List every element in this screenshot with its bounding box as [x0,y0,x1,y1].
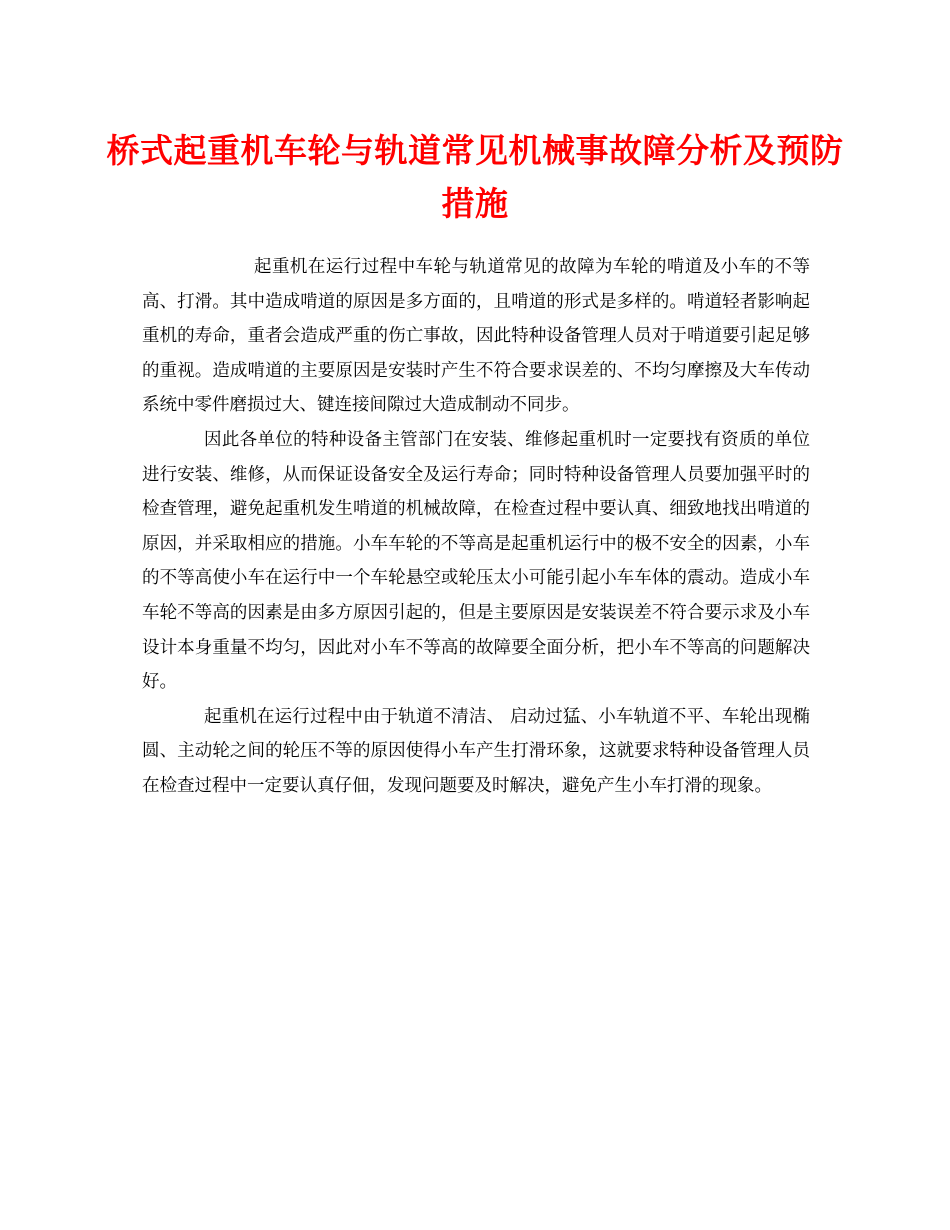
document-body [142,250,810,804]
paragraph-3: 起重机在运行过程中由于轨道不清洁、 启动过猛、小车轨道不平、车轮出现椭圆、主动轮之间的轮压不等的原因使得小车产生打滑环象，这就要求特种设备管理人员在检查过程中一定要认真仔佃，发现问题要及时解决，避免产生小车打滑的现象。 [142,706,810,796]
document-title: 桥式起重机车轮与轨道常见机械事故障分析及预防措施 [106,131,844,223]
paragraph-1: 起重机在运行过程中车轮与轨道常见的故障为车轮的啃道及小车的不等高、打滑。其中造成啃道的原因是多方面的，且啃道的形式是多样的。啃道轻者影响起重机的寿命，重者会造成严重的伤亡事故，因此特种设备管理人员对于啃道要引起足够的重视。造成啃道的主要原因是安装时产生不符合要求误差的、不均匀摩擦及大车传动系统中零件磨损过大、键连接间隙过大造成制动不同步。 [142,257,810,416]
paragraph-2: 因此各单位的特种设备主管部门在安装、维修起重机时一定要找有资质的单位进行安装、维修，从而保证设备安全及运行寿命；同时特种设备管理人员要加强平时的检查管理，避免起重机发生啃道的机械故障，在检查过程中要认真、细致地找出啃道的原因，并采取相应的措施。小车车轮的不等高是起重机运行中的极不安全的因素，小车的不等高使小车在运行中一个车轮悬空或轮压太小可能引起小车车体的震动。造成小车车轮不等高的因素是由多方原因引起的，但是主要原因是安装误差不符合要示求及小车设计本身重量不均匀，因此对小车不等高的故障要全面分析，把小车不等高的问题解决好。 [142,429,810,693]
